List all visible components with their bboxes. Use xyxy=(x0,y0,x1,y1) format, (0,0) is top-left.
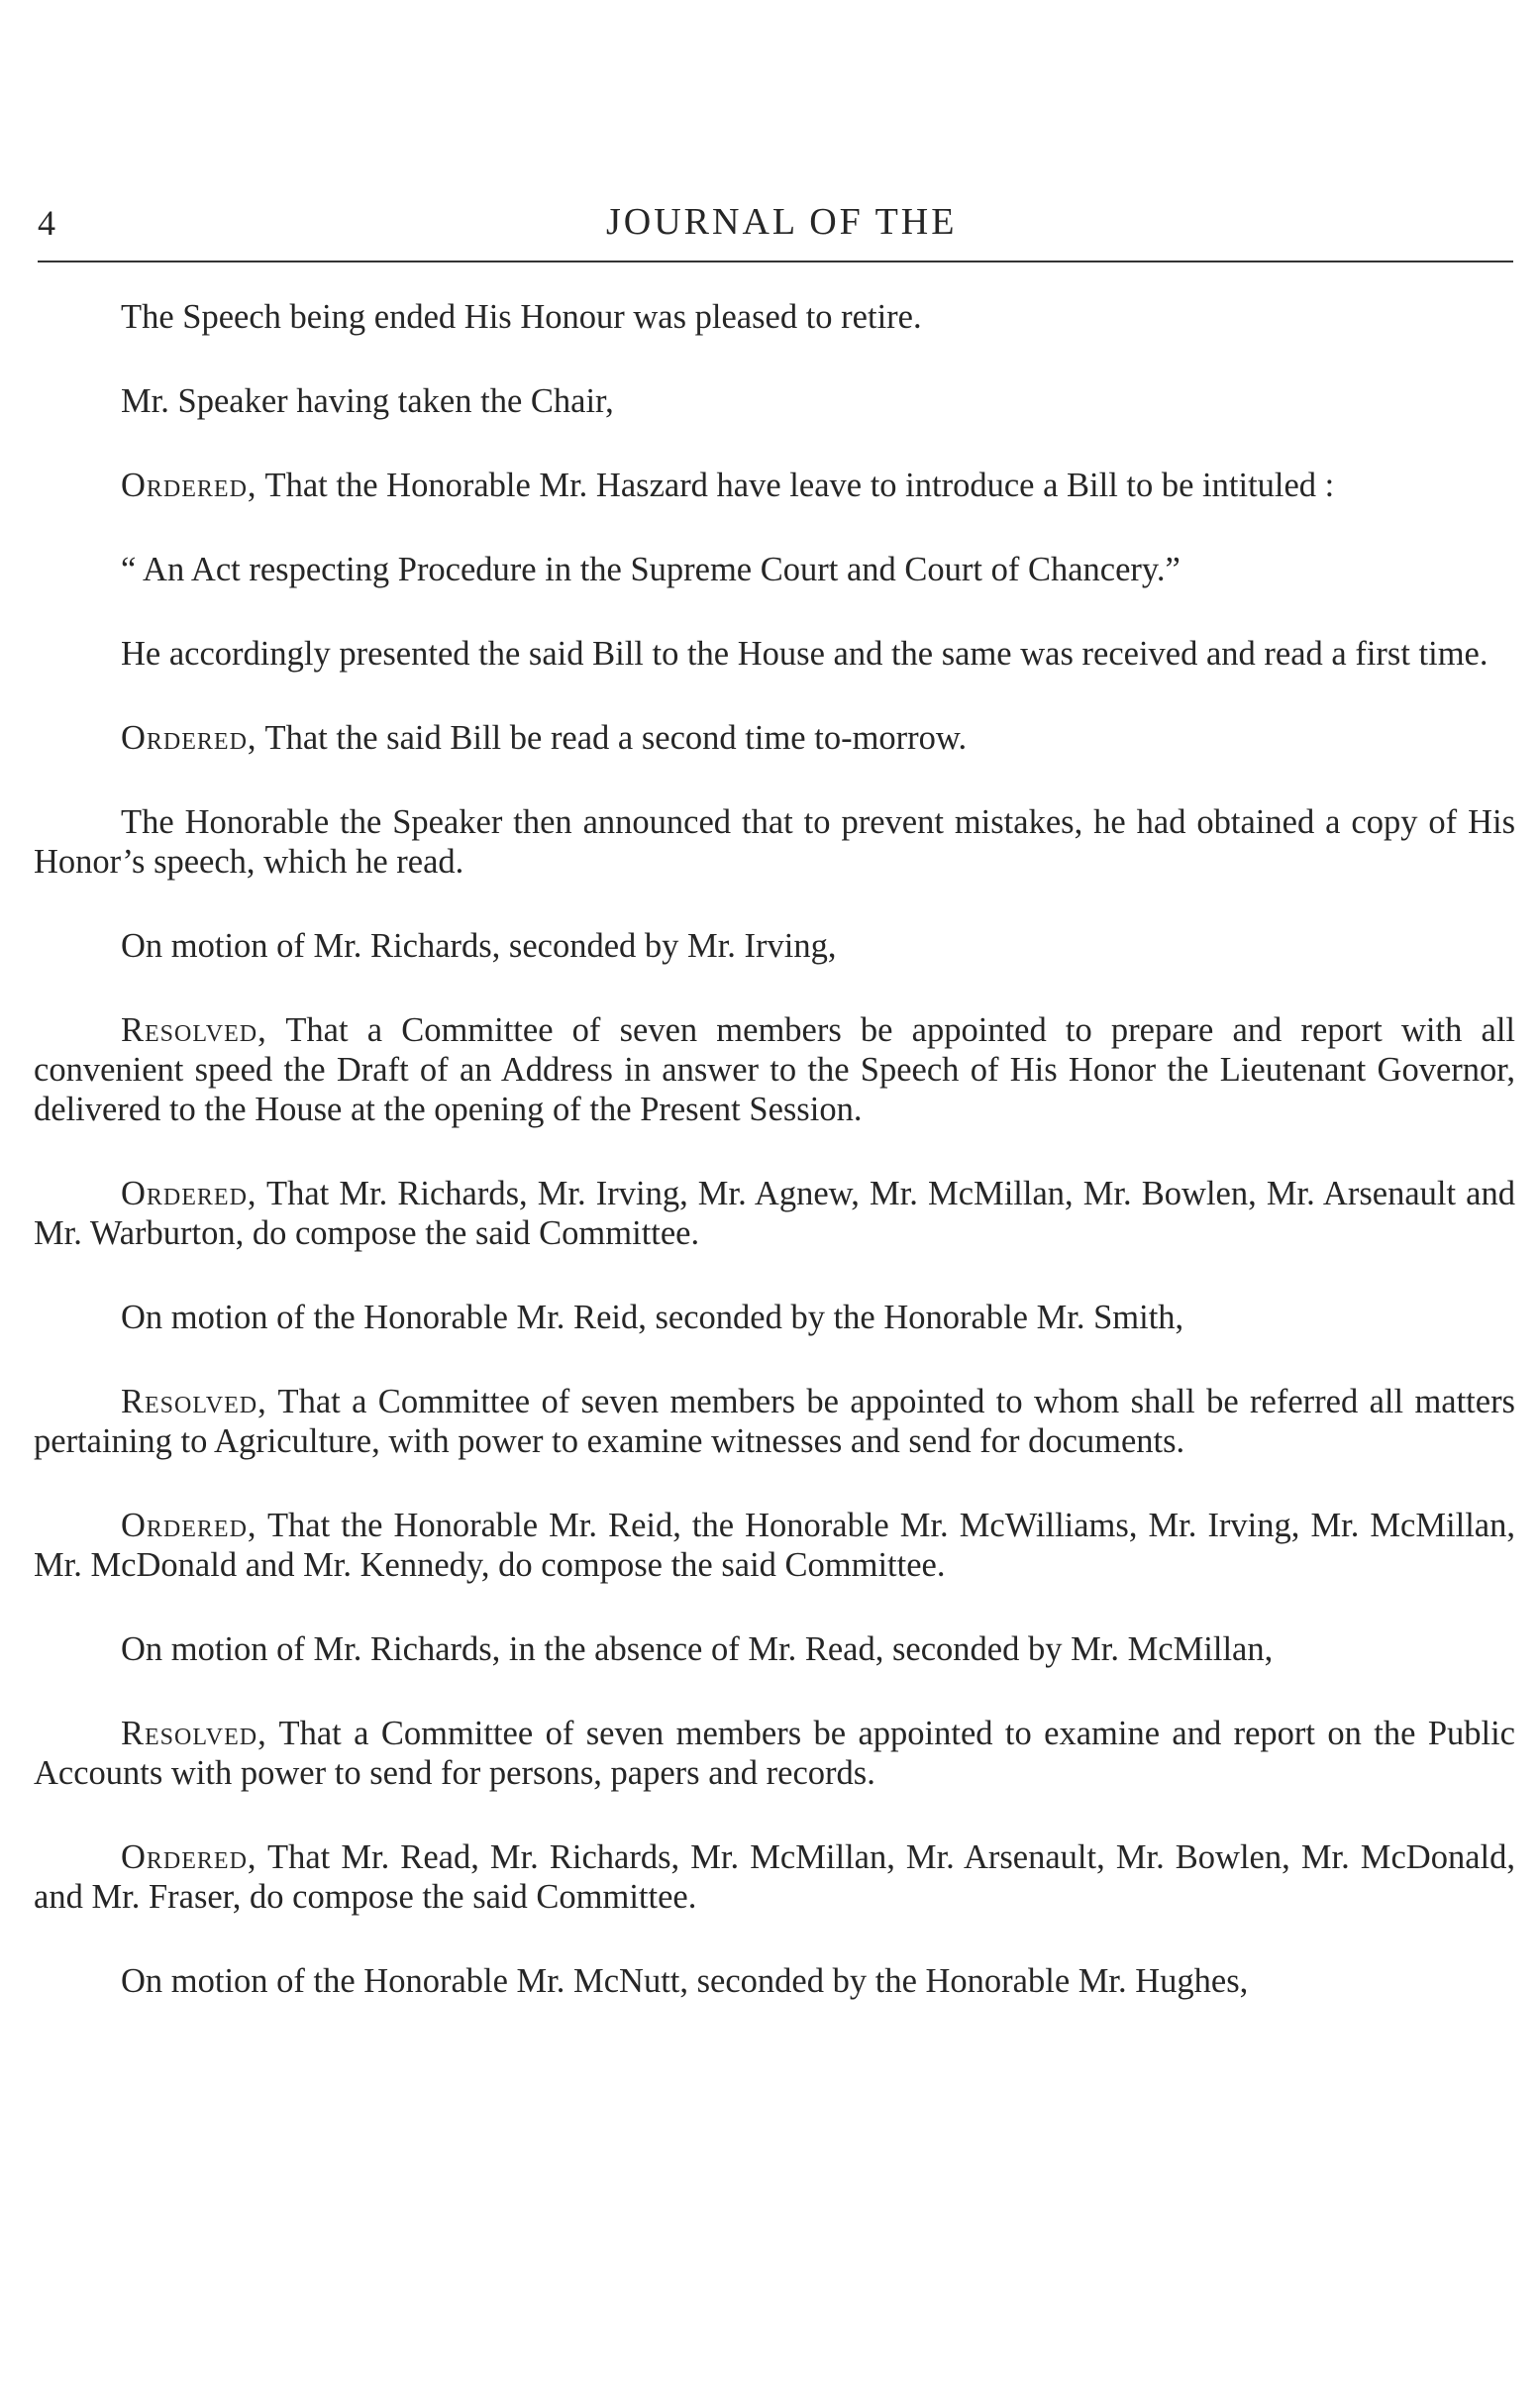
paragraph-speech-ended: The Speech being ended His Honour was pleased to retire. xyxy=(121,298,922,336)
resolved-label: Resolved, xyxy=(121,1011,267,1049)
paragraph-motion-richards: On motion of Mr. Richards, seconded by Mr. Irving, xyxy=(121,927,837,965)
paragraph-ordered-public-accounts-members: Ordered, That Mr. Read, Mr. Richards, Mr. McMillan, Mr. Arsenault, Mr. Bowlen, Mr. McDonald, and Mr. Fraser, do compose the said Committee. xyxy=(34,1838,1515,1916)
paragraph-ordered-address-members: Ordered, That Mr. Richards, Mr. Irving, Mr. Agnew, Mr. McMillan, Mr. Bowlen, Mr. Arsenault and Mr. Warburton, do compose the said Committee. xyxy=(34,1175,1515,1252)
paragraph-bill-title: “ An Act respecting Procedure in the Supreme Court and Court of Chancery.” xyxy=(121,551,1181,588)
ordered-label: Ordered, xyxy=(121,1507,257,1544)
running-title: JOURNAL OF THE xyxy=(606,201,958,243)
resolved-label: Resolved, xyxy=(121,1715,267,1752)
paragraph-motion-richards-read: On motion of Mr. Richards, in the absence of Mr. Read, seconded by Mr. McMillan, xyxy=(121,1630,1274,1668)
paragraph-motion-mcnutt: On motion of the Honorable Mr. McNutt, seconded by the Honorable Mr. Hughes, xyxy=(121,1962,1249,2000)
paragraph-ordered-haszard-bill: Ordered, That the Honorable Mr. Haszard have leave to introduce a Bill to be intituled : xyxy=(121,467,1335,504)
ordered-label: Ordered, xyxy=(121,1838,257,1876)
paragraph-resolved-public-accounts: Resolved, That a Committee of seven members be appointed to examine and report on the Public Accounts with power to send for persons, papers and records. xyxy=(34,1715,1515,1792)
page-header xyxy=(38,196,1513,248)
paragraph-resolved-address-committee: Resolved, That a Committee of seven members be appointed to prepare and report with all convenient speed the Draft of an Address in answer to the Speech of His Honor the Lieutenant Governor, delivered to the House at the opening of the Present Session. xyxy=(34,1011,1515,1128)
resolved-label: Resolved, xyxy=(121,1383,267,1420)
journal-body xyxy=(34,297,1515,2001)
header-rule xyxy=(38,261,1513,262)
page-number: 4 xyxy=(38,203,55,243)
ordered-label: Ordered, xyxy=(121,719,257,757)
paragraph-motion-reid: On motion of the Honorable Mr. Reid, seconded by the Honorable Mr. Smith, xyxy=(121,1299,1184,1336)
paragraph-ordered-agriculture-members: Ordered, That the Honorable Mr. Reid, the Honorable Mr. McWilliams, Mr. Irving, Mr. McMillan, Mr. McDonald and Mr. Kennedy, do compose the said Committee. xyxy=(34,1507,1515,1584)
ordered-label: Ordered, xyxy=(121,1175,257,1212)
paragraph-speaker-announcement: The Honorable the Speaker then announced that to prevent mistakes, he had obtained a copy of His Honor’s speech, which he read. xyxy=(34,803,1515,881)
paragraph-speaker-chair: Mr. Speaker having taken the Chair, xyxy=(121,382,614,420)
paragraph-ordered-second-reading: Ordered, That the said Bill be read a second time to-morrow. xyxy=(121,719,968,757)
ordered-label: Ordered, xyxy=(121,467,257,504)
paragraph-resolved-agriculture-committee: Resolved, That a Committee of seven members be appointed to whom shall be referred all matters pertaining to Agriculture, with power to examine witnesses and send for documents. xyxy=(34,1383,1515,1460)
paragraph-bill-presented: He accordingly presented the said Bill to the House and the same was received and read a first time. xyxy=(121,635,1489,673)
